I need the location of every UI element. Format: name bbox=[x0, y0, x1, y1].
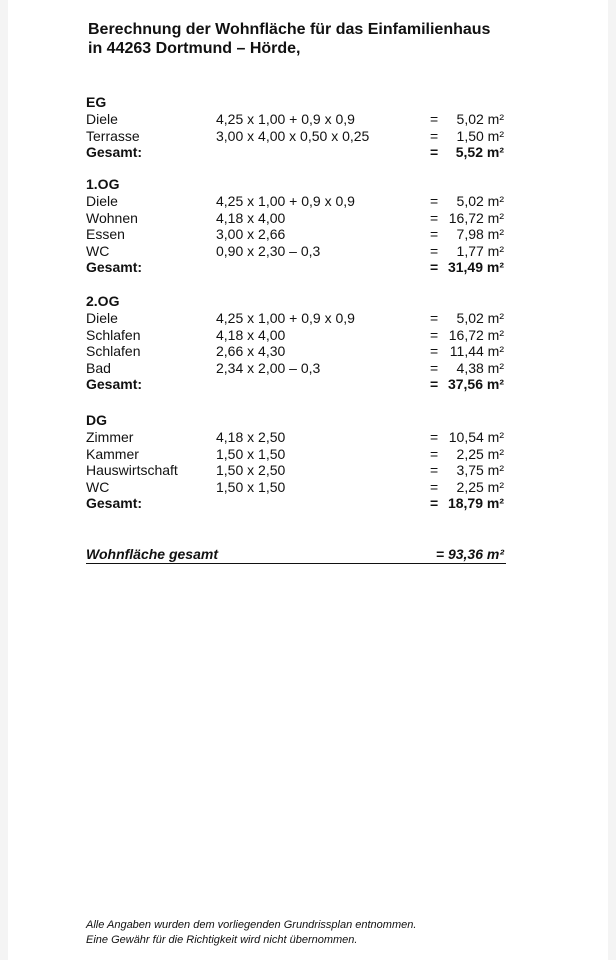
room-area: 3,75 m² bbox=[456, 462, 504, 479]
room-result bbox=[430, 111, 504, 128]
section-1og bbox=[86, 176, 516, 276]
section-heading: 1.OG bbox=[86, 176, 120, 192]
room-label: WC bbox=[86, 478, 110, 495]
equals-sign: = bbox=[430, 326, 439, 343]
total-label: Gesamt: bbox=[86, 259, 143, 276]
table-row bbox=[86, 310, 516, 327]
room-formula: 1,50 x 1,50 bbox=[216, 445, 286, 462]
title-line-2: in 44263 Dortmund – Hörde, bbox=[88, 40, 301, 57]
room-formula: 3,00 x 4,00 x 0,50 x 0,25 bbox=[216, 127, 370, 144]
section-total-row bbox=[86, 144, 516, 161]
total-area: 37,56 m² bbox=[447, 376, 504, 393]
room-label: Wohnen bbox=[86, 209, 138, 226]
section-heading: DG bbox=[86, 412, 107, 428]
room-result bbox=[430, 310, 504, 327]
room-result bbox=[430, 446, 504, 463]
disclaimer-line-2: Eine Gewähr für die Richtigkeit wird nicht übernommen. bbox=[86, 934, 358, 946]
room-formula: 4,25 x 1,00 + 0,9 x 0,9 bbox=[216, 310, 355, 326]
room-result bbox=[430, 360, 504, 377]
room-result bbox=[430, 128, 504, 145]
room-formula: 1,50 x 1,50 bbox=[216, 478, 286, 495]
total-result bbox=[430, 259, 504, 276]
total-result bbox=[430, 376, 504, 393]
table-row bbox=[86, 111, 516, 128]
total-area: 18,79 m² bbox=[447, 495, 504, 512]
room-area: 2,25 m² bbox=[456, 445, 504, 462]
room-label: Schlafen bbox=[86, 326, 141, 343]
equals-sign: = bbox=[430, 111, 439, 127]
room-formula: 2,66 x 4,30 bbox=[216, 343, 286, 360]
table-row bbox=[86, 462, 516, 479]
document-page bbox=[8, 0, 608, 960]
room-label: Diele bbox=[86, 111, 118, 127]
equals-sign: = bbox=[430, 462, 439, 479]
equals-sign: = bbox=[430, 445, 439, 462]
room-area: 1,50 m² bbox=[456, 127, 504, 144]
room-area: 5,02 m² bbox=[456, 111, 504, 127]
equals-sign: = bbox=[430, 193, 439, 209]
table-row bbox=[86, 226, 516, 243]
equals-sign: = bbox=[430, 478, 439, 495]
room-result bbox=[430, 243, 504, 260]
section-eg bbox=[86, 94, 516, 161]
room-formula: 4,18 x 2,50 bbox=[216, 429, 286, 445]
room-formula: 4,25 x 1,00 + 0,9 x 0,9 bbox=[216, 193, 355, 209]
total-label: Gesamt: bbox=[86, 144, 143, 161]
room-area: 5,02 m² bbox=[456, 310, 504, 326]
equals-sign: = bbox=[430, 429, 439, 445]
room-label: Zimmer bbox=[86, 429, 134, 445]
room-area: 1,77 m² bbox=[456, 242, 504, 259]
room-label: Diele bbox=[86, 310, 118, 326]
room-result bbox=[430, 343, 504, 360]
table-row bbox=[86, 327, 516, 344]
room-result bbox=[430, 327, 504, 344]
room-label: Kammer bbox=[86, 445, 139, 462]
equals-sign: = bbox=[430, 495, 439, 512]
table-row bbox=[86, 193, 516, 210]
room-area: 4,38 m² bbox=[456, 359, 504, 376]
room-formula: 1,50 x 2,50 bbox=[216, 462, 286, 479]
room-formula: 0,90 x 2,30 – 0,3 bbox=[216, 242, 321, 259]
section-heading: EG bbox=[86, 94, 107, 110]
equals-sign: = bbox=[430, 376, 439, 393]
table-row bbox=[86, 210, 516, 227]
room-label: Diele bbox=[86, 193, 118, 209]
total-result bbox=[430, 495, 504, 512]
room-result bbox=[430, 462, 504, 479]
equals-sign: = bbox=[430, 127, 439, 144]
section-2og bbox=[86, 293, 516, 393]
section-total-row bbox=[86, 495, 516, 512]
table-row bbox=[86, 446, 516, 463]
equals-sign: = bbox=[430, 359, 439, 376]
total-area: 31,49 m² bbox=[447, 259, 504, 276]
table-row bbox=[86, 429, 516, 446]
section-total-row bbox=[86, 259, 516, 276]
room-area: 2,25 m² bbox=[456, 478, 504, 495]
room-result bbox=[430, 193, 504, 210]
room-label: Bad bbox=[86, 359, 111, 376]
room-label: Schlafen bbox=[86, 343, 141, 360]
equals-sign: = bbox=[430, 144, 439, 161]
grand-total-row bbox=[86, 546, 506, 564]
disclaimer-line-1: Alle Angaben wurden dem vorliegenden Grundrissplan entnommen. bbox=[86, 919, 417, 931]
section-dg bbox=[86, 412, 516, 512]
equals-sign: = bbox=[430, 209, 439, 226]
total-result bbox=[430, 144, 504, 161]
table-row bbox=[86, 343, 516, 360]
room-result bbox=[430, 210, 504, 227]
table-row bbox=[86, 360, 516, 377]
room-label: Hauswirtschaft bbox=[86, 462, 178, 479]
equals-sign: = bbox=[430, 226, 439, 243]
room-result bbox=[430, 479, 504, 496]
room-label: Terrasse bbox=[86, 127, 140, 144]
total-label: Gesamt: bbox=[86, 495, 143, 512]
grand-total-label: Wohnfläche gesamt bbox=[86, 546, 218, 562]
grand-total-value: = 93,36 m² bbox=[435, 546, 504, 562]
title-line-1: Berechnung der Wohnfläche für das Einfamilienhaus bbox=[88, 21, 491, 38]
room-result bbox=[430, 429, 504, 446]
room-area: 11,44 m² bbox=[449, 343, 504, 360]
section-total-row bbox=[86, 376, 516, 393]
room-formula: 3,00 x 2,66 bbox=[216, 226, 286, 243]
room-label: Essen bbox=[86, 226, 125, 243]
disclaimer bbox=[86, 918, 416, 948]
equals-sign: = bbox=[430, 242, 439, 259]
equals-sign: = bbox=[430, 343, 439, 360]
room-area: 5,02 m² bbox=[456, 193, 504, 209]
table-row bbox=[86, 479, 516, 496]
table-row bbox=[86, 128, 516, 145]
table-row bbox=[86, 243, 516, 260]
room-area: 7,98 m² bbox=[456, 226, 504, 243]
room-result bbox=[430, 226, 504, 243]
room-label: WC bbox=[86, 242, 110, 259]
total-area: 5,52 m² bbox=[455, 144, 504, 161]
room-area: 16,72 m² bbox=[448, 209, 504, 226]
total-label: Gesamt: bbox=[86, 376, 143, 393]
room-area: 10,54 m² bbox=[448, 429, 504, 445]
room-formula: 4,18 x 4,00 bbox=[216, 326, 286, 343]
room-formula: 2,34 x 2,00 – 0,3 bbox=[216, 359, 321, 376]
room-formula: 4,25 x 1,00 + 0,9 x 0,9 bbox=[216, 111, 355, 127]
equals-sign: = bbox=[430, 259, 439, 276]
room-formula: 4,18 x 4,00 bbox=[216, 209, 286, 226]
document-title bbox=[88, 20, 588, 58]
section-heading: 2.OG bbox=[86, 293, 120, 309]
equals-sign: = bbox=[430, 310, 439, 326]
room-area: 16,72 m² bbox=[448, 326, 504, 343]
